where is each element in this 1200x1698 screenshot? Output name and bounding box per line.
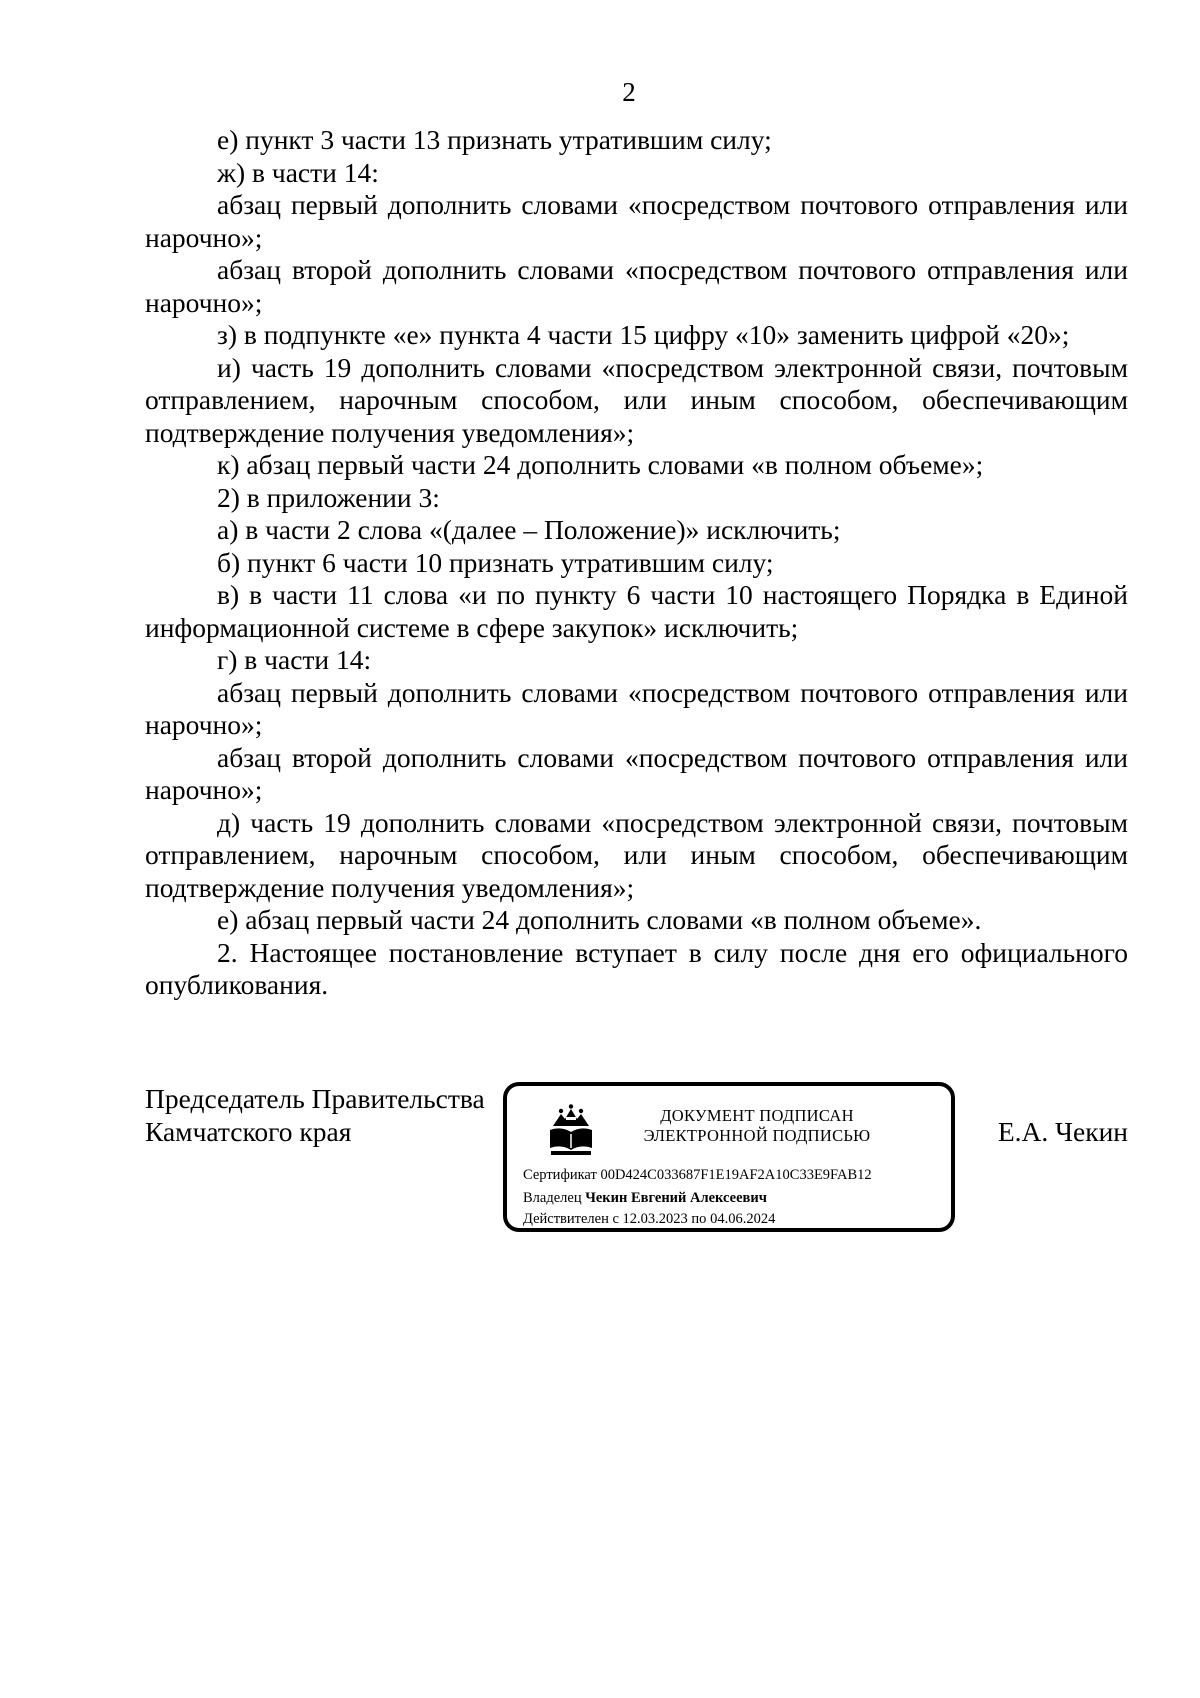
paragraph: абзац первый дополнить словами «посредством почтового отправления или нарочно»; bbox=[145, 189, 1128, 253]
owner-value: Чекин Евгений Алексеевич bbox=[585, 1190, 767, 1206]
paragraph: а) в части 2 слова «(далее – Положение)» исключить; bbox=[217, 514, 841, 545]
valid-from-prefix: с bbox=[612, 1211, 619, 1227]
page-number: 2 bbox=[622, 77, 636, 107]
paragraph: е) абзац первый части 24 дополнить словами «в полном объеме». bbox=[217, 904, 982, 935]
paragraph: к) абзац первый части 24 дополнить словами «в полном объеме»; bbox=[217, 449, 984, 480]
signer-title-line: Камчатского края bbox=[145, 1116, 352, 1147]
signer-name: Е.А. Чекин bbox=[997, 1116, 1128, 1147]
certificate-label: Сертификат bbox=[523, 1167, 597, 1183]
valid-to-prefix: по bbox=[691, 1211, 707, 1227]
paragraph: г) в части 14: bbox=[217, 644, 372, 675]
paragraph: абзац первый дополнить словами «посредством почтового отправления или нарочно»; bbox=[145, 676, 1128, 740]
valid-label: Действителен bbox=[523, 1211, 609, 1227]
paragraph: д) часть 19 дополнить словами «посредством электронной связи, почтовым отправлением, нарочным способом, или иным способом, обеспечивающим подтверждение получения уведомления»; bbox=[145, 806, 1128, 903]
certificate-value: 00D424C033687F1E19AF2A10C33E9FAB12 bbox=[600, 1167, 872, 1183]
valid-to-date: 04.06.2024 bbox=[710, 1211, 776, 1227]
validity-line bbox=[523, 1210, 775, 1228]
kamchatka-emblem-icon bbox=[547, 1104, 595, 1156]
paragraph: ж) в части 14: bbox=[217, 156, 379, 188]
valid-from-date: 12.03.2023 bbox=[622, 1211, 688, 1227]
stamp-heading-line: ДОКУМЕНТ ПОДПИСАН bbox=[660, 1106, 854, 1125]
paragraph: абзац второй дополнить словами «посредством почтового отправления или нарочно»; bbox=[145, 254, 1128, 318]
paragraph: 2. Настоящее постановление вступает в силу после дня его официального опубликования. bbox=[145, 936, 1128, 1000]
certificate-line bbox=[523, 1166, 872, 1184]
paragraph: 2) в приложении 3: bbox=[217, 481, 440, 513]
paragraph: и) часть 19 дополнить словами «посредством электронной связи, почтовым отправлением, нарочным способом, или иным способом, обеспечивающим подтверждение получения уведомления»; bbox=[145, 351, 1128, 448]
paragraph: з) в подпункте «е» пункта 4 части 15 цифру «10» заменить цифрой «20»; bbox=[217, 319, 1070, 350]
owner-line bbox=[523, 1189, 767, 1207]
signature-block bbox=[145, 1082, 1128, 1252]
paragraph: абзац второй дополнить словами «посредством почтового отправления или нарочно»; bbox=[145, 741, 1128, 805]
owner-label: Владелец bbox=[523, 1190, 582, 1206]
signer-title-line: Председатель Правительства bbox=[145, 1083, 485, 1114]
paragraph: е) пункт 3 части 13 признать утратившим силу; bbox=[217, 124, 772, 155]
paragraph: в) в части 11 слова «и по пункту 6 части 10 настоящего Порядка в Единой информационной системе в сфере закупок» исключить; bbox=[145, 579, 1128, 643]
document-body bbox=[145, 124, 1128, 1002]
paragraph: б) пункт 6 части 10 признать утратившим силу; bbox=[217, 546, 774, 578]
signer-title bbox=[145, 1082, 485, 1148]
stamp-heading bbox=[607, 1106, 907, 1146]
electronic-signature-stamp bbox=[503, 1082, 955, 1232]
stamp-heading-line: ЭЛЕКТРОННОЙ ПОДПИСЬЮ bbox=[643, 1126, 871, 1145]
